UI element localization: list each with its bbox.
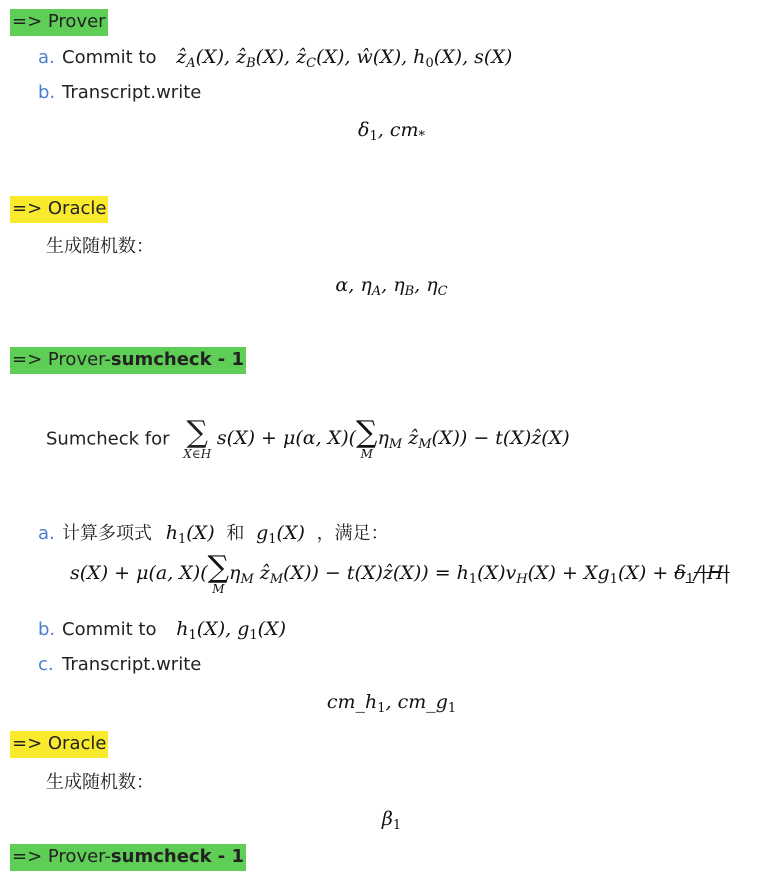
list-item-transcript-2 <box>38 654 201 675</box>
sumcheck-heading-prefix: => Prover- <box>12 846 111 867</box>
commit-polynomials: ẑ$_A$(X), ẑ$_B$(X), ẑ$_C$(X), ŵ(X), $h_0(X)$, s(X) <box>176 46 513 71</box>
poly-h1: $h_1(X)$ <box>165 522 215 547</box>
sumcheck-equation <box>70 550 730 596</box>
list-item-commit <box>38 46 512 71</box>
commit-label: Commit to <box>62 47 157 68</box>
sumcheck-heading <box>10 347 246 374</box>
sumcheck-heading-prefix: => Prover- <box>12 349 111 370</box>
equation-expression: s(X) + μ(a, X)( ∑ M $\eta_M$ ẑ$_M$(X)) − t(X)ẑ(X)) = $h_1(X)v_H(X) + Xg_1(X) + \delta_1/|H|$ <box>70 550 730 596</box>
oracle-random-beta: $\beta_1$ <box>381 808 402 833</box>
oracle-heading-2: => Oracle <box>10 731 108 758</box>
commit-h1-g1: $h_1(X)$, $g_1(X)$ <box>176 618 286 643</box>
sumcheck-expression: s(X) + μ(α, X)( ∑ M $\eta_M$ ẑ$_M$(X)) − t(X)ẑ(X) <box>216 415 570 461</box>
sumcheck-heading-bold: sumcheck - 1 <box>110 846 245 867</box>
transcript-label: Transcript.write <box>62 654 202 675</box>
satisfy-label: ，满足： <box>316 523 389 544</box>
sumcheck-heading-bold: sumcheck - 1 <box>110 349 245 370</box>
sumcheck-statement <box>46 415 570 461</box>
commit-label: Commit to <box>62 619 157 640</box>
poly-g1: $g_1(X)$ <box>256 522 305 547</box>
list-marker: a. <box>38 47 55 68</box>
sum-operator: ∑ X∈H <box>183 415 212 461</box>
list-marker: a. <box>38 523 55 544</box>
sumcheck-heading-2 <box>10 844 246 871</box>
prover-heading: => Prover <box>10 9 108 36</box>
list-marker: c. <box>38 654 54 675</box>
list-marker: b. <box>38 619 56 640</box>
list-marker: b. <box>38 82 56 103</box>
compute-label: 计算多项式 <box>62 523 152 544</box>
transcript-commitments: $cm\_h_1$, $cm\_g_1$ <box>326 691 457 716</box>
list-item-compute <box>38 519 389 547</box>
transcript-values: $\delta_1$, $cm_*$ <box>358 119 425 144</box>
oracle-text-2: 生成随机数： <box>46 772 154 793</box>
sumcheck-for-label: Sumcheck for <box>46 428 170 450</box>
oracle-text: 生成随机数： <box>46 236 154 257</box>
and-label: 和 <box>226 523 245 544</box>
list-item-transcript <box>38 82 201 103</box>
list-item-commit-h1g1 <box>38 618 286 643</box>
oracle-heading: => Oracle <box>10 196 108 223</box>
oracle-randoms: α, $\eta_A$, $\eta_B$, $\eta_C$ <box>335 274 448 299</box>
transcript-label: Transcript.write <box>62 82 202 103</box>
